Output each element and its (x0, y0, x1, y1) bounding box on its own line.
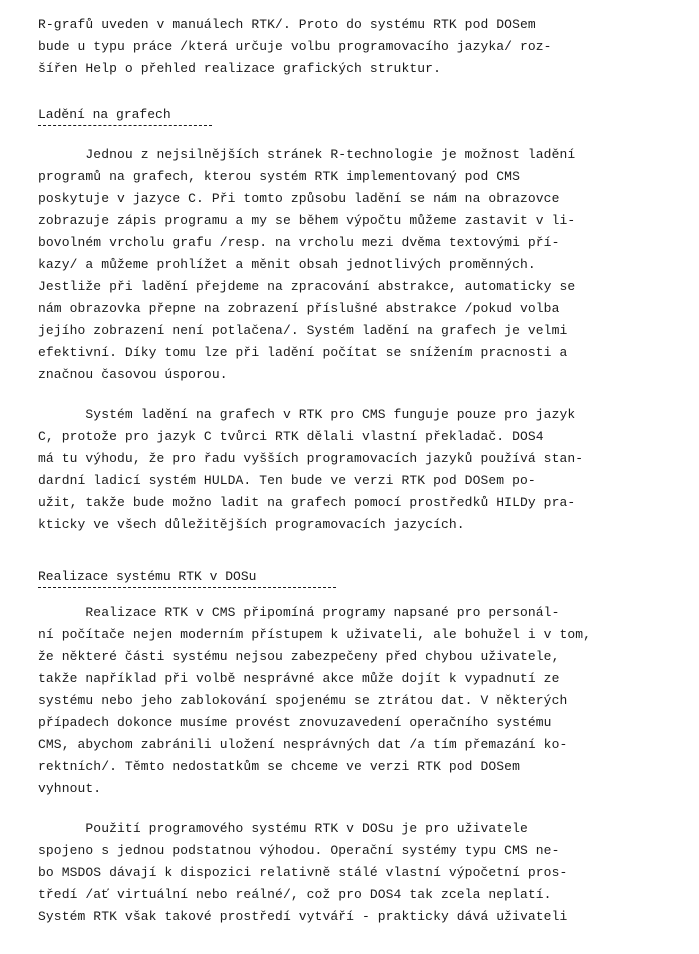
text-line: šířen Help o přehled realizace grafických struktur. (38, 61, 441, 76)
text-line: efektivní. Díky tomu lze při ladění počítat se snížením pracnosti a (38, 345, 568, 360)
text-line: spojeno s jednou podstatnou výhodou. Operační systémy typu CMS ne- (38, 843, 560, 858)
text-line: poskytuje v jazyce C. Při tomto způsobu ladění se nám na obrazovce (38, 191, 560, 206)
text-line: zobrazuje zápis programu a my se během výpočtu můžeme zastavit v li- (38, 213, 576, 228)
text-line: takže například při volbě nesprávné akce může dojít k vypadnutí ze (38, 671, 560, 686)
text-line: jejího zobrazení není potlačena/. Systém ladění na grafech je velmi (38, 323, 568, 338)
text-line: systému nebo jeho zablokování spojenému se ztrátou dat. V některých (38, 693, 568, 708)
text-line: C, protože pro jazyk C tvůrci RTK dělali vlastní překladač. DOS4 (38, 429, 544, 444)
text-line: že některé části systému nejsou zabezpečeny před chybou uživatele, (38, 649, 560, 664)
section-heading-ladeni: Ladění na grafech (38, 107, 171, 122)
text-line: bude u typu práce /která určuje volbu programovacího jazyka/ roz- (38, 39, 552, 54)
text-line: tředí /ať virtuální nebo reálné/, což pro DOS4 tak zcela neplatí. (38, 887, 552, 902)
text-line: bovolném vrcholu grafu /resp. na vrcholu mezi dvěma textovými pří- (38, 235, 560, 250)
text-line: případech dokonce musíme provést znovuzavedení operačního systému (38, 715, 552, 730)
text-line: vyhnout. (38, 781, 102, 796)
text-line: ní počítače nejen moderním přístupem k uživateli, ale bohužel i v tom, (38, 627, 592, 642)
text-line: Systém RTK však takové prostředí vytváří - prakticky dává uživateli (38, 909, 568, 924)
text-line: Realizace RTK v CMS připomíná programy napsané pro personál- (38, 605, 560, 620)
text-line: kticky ve všech důležitějších programovacích jazycích. (38, 517, 465, 532)
text-line: programů na grafech, kterou systém RTK implementovaný pod CMS (38, 169, 520, 184)
text-line: kazy/ a můžeme prohlížet a měnit obsah jednotlivých proměnných. (38, 257, 536, 272)
text-line: má tu výhodu, že pro řadu vyšších programovacích jazyků používá stan- (38, 451, 584, 466)
heading-underline (38, 125, 212, 126)
text-line: R-grafů uveden v manuálech RTK/. Proto do systému RTK pod DOSem (38, 17, 536, 32)
text-line: značnou časovou úsporou. (38, 367, 228, 382)
text-line: užit, takže bude možno ladit na grafech pomocí prostředků HILDy pra- (38, 495, 576, 510)
text-line: Použití programového systému RTK v DOSu je pro uživatele (38, 821, 528, 836)
section-heading-realizace: Realizace systému RTK v DOSu (38, 569, 257, 584)
text-line: nám obrazovka přepne na zobrazení příslušné abstrakce /pokud volba (38, 301, 560, 316)
text-line: rektních/. Těmto nedostatkům se chceme ve verzi RTK pod DOSem (38, 759, 520, 774)
text-line: CMS, abychom zabránili uložení nesprávných dat /a tím přemazání ko- (38, 737, 568, 752)
heading-underline (38, 587, 336, 588)
text-line: dardní ladicí systém HULDA. Ten bude ve verzi RTK pod DOSem po- (38, 473, 536, 488)
text-line: bo MSDOS dávají k dispozici relativně stálé vlastní výpočetní pros- (38, 865, 568, 880)
text-line: Jednou z nejsilnějších stránek R-technologie je možnost ladění (38, 147, 576, 162)
text-line: Systém ladění na grafech v RTK pro CMS funguje pouze pro jazyk (38, 407, 576, 422)
text-line: Jestliže při ladění přejdeme na zpracování abstrakce, automaticky se (38, 279, 576, 294)
